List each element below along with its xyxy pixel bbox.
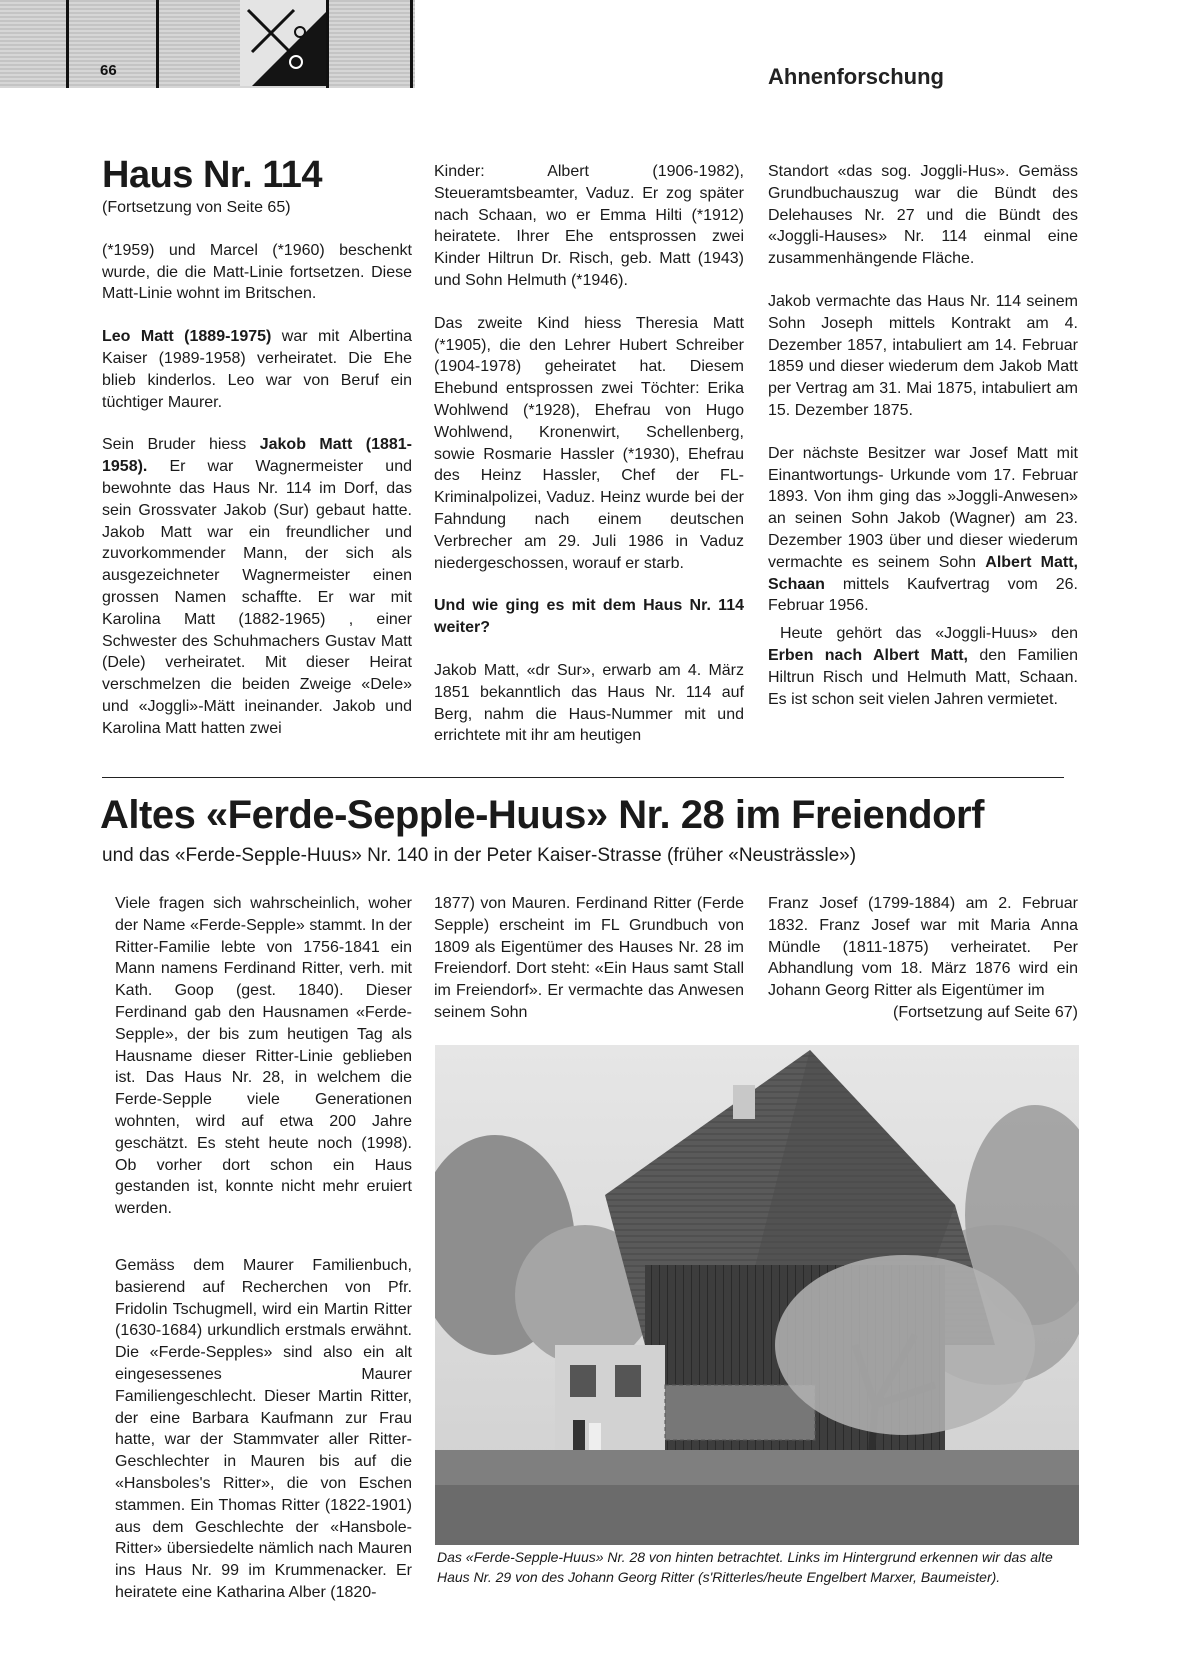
crossed-tools-emblem-icon <box>240 0 326 86</box>
section-divider <box>102 777 1064 778</box>
running-head: Ahnenforschung <box>768 64 944 89</box>
text-run: Der nächste Besitzer war Josef Matt mit Einantwortungs- Urkunde vom 17. Februar 1893. Von ihm ging das »Joggli-Anwesen» an seinen Sohn Jakob (Wagner) am 23. Dezember 1903 über und dieser wiederum vermachte es seinem Sohn <box>768 444 1078 571</box>
paragraph: 1877) von Mauren. Ferdinand Ritter (Ferde Sepple) erscheint im FL Grundbuch von 1809 als Eigentümer des Hauses Nr. 28 im Freiendorf. Dort steht: «Ein Haus samt Stall im Freiendorf». Er vermachte das Anwesen seinem Sohn <box>434 895 744 1021</box>
continued-note: (Fortsetzung auf Seite 67) <box>893 1003 1078 1021</box>
page-number: 66 <box>100 62 117 79</box>
bold-name: Erben nach Albert Matt, <box>768 646 968 664</box>
header-bar <box>66 0 69 88</box>
header-band <box>0 0 415 88</box>
article2-column-3 <box>768 893 1078 1024</box>
header-bar <box>156 0 159 88</box>
paragraph <box>768 623 1078 710</box>
article1-subheading: Und wie ging es mit dem Haus Nr. 114 weiter? <box>434 597 744 637</box>
house-photo <box>435 1045 1079 1545</box>
article1-title: Haus Nr. 114 <box>102 154 323 196</box>
paragraph: Jakob vermachte das Haus Nr. 114 seinem Sohn Joseph mittels Kontrakt am 4. Dezember 1857, intabuliert am 14. Februar 1859 und dieser wiederum dem Jakob Matt per Vertrag am 31. Mai 1875, intabuliert am 15. Dezember 1875. <box>768 292 1078 419</box>
header-bar <box>326 0 329 88</box>
text-run: Sein Bruder hiess <box>102 436 260 454</box>
text-run: den Familien Hiltrun Risch und Helmuth Matt, Schaan. Es ist schon seit vielen Jahren vermietet. <box>768 646 1079 708</box>
paragraph: (*1959) und Marcel (*1960) beschenkt wurde, die die Matt-Linie fortsetzen. Diese Matt-Linie wohnt im Britschen. <box>102 241 412 303</box>
bold-name: Jakob Matt (1881-1958). <box>102 436 412 476</box>
text-run: Heute gehört das «Joggli-Huus» den <box>780 625 1078 643</box>
header-bar <box>410 0 413 88</box>
paragraph <box>768 893 1078 1024</box>
article1-column-1 <box>102 153 412 761</box>
paragraph: Das zweite Kind hiess Theresia Matt (*1905), die den Lehrer Hubert Schreiber (1904-1978) geheiratet hat. Diesem Ehebund entsprossen zwei Töchter: Erika Wohlwend (*1928), Ehefrau von Hugo Wohlwend, Kronenwirt, Schellenberg, sowie Rosmarie Hassler (*1930), Ehefrau des Heinz Hassler, Chef der FL-Kriminalpolizei, Vaduz. Heinz wurde bei der Fahndung nach einem deutschen Verbrecher am 29. Juli 1986 in Vaduz niedergeschossen, worauf er starb. <box>434 314 744 572</box>
paragraph: Kinder: Albert (1906-1982), Steueramtsbeamter, Vaduz. Er zog später nach Schaan, wo er Emma Hilti (*1912) heiratete. Ihrer Ehe entsprossen zwei Kinder Hiltrun Dr. Risch, geb. Matt (1943) und Sohn Helmuth (*1946). <box>434 163 744 289</box>
article1-column-2 <box>434 161 744 768</box>
text-run: war mit Albertina Kaiser (1989-1958) verheiratet. Die Ehe blieb kinderlos. Leo war von Beruf ein tüchtiger Maurer. <box>102 328 413 411</box>
paragraph: Viele fragen sich wahrscheinlich, woher der Name «Ferde-Sepple» stammt. In der Ritter-Familie lebte von 1756-1841 ein Mann namens Ferdinand Ritter, verh. mit Kath. Goop (gest. 1840). Dieser Ferdinand gab den Hausnamen «Ferde-Sepple», der bis zum heutigen Tag als Hausname dieser Ritter-Linie geblieben ist. Das Haus Nr. 28, in welchem die Ferde-Sepple viele Generationen wohnten, wird auf etwa 200 Jahre geschätzt. Es steht heute noch (1998). Ob vorher dort schon ein Haus gestanden ist, konnte nicht mehr eruiert werden. <box>115 895 412 1218</box>
paragraph <box>102 326 412 413</box>
paragraph: Jakob Matt, «dr Sur», erwarb am 4. März 1851 bekanntlich das Haus Nr. 114 auf Berg, nahm die Haus-Nummer mit und errichtete mit ihr am heutigen <box>434 661 744 745</box>
bold-name: Albert Matt, Schaan <box>768 553 1078 593</box>
article1-subtitle: (Fortsetzung von Seite 65) <box>102 199 291 216</box>
text-run: Franz Josef (1799-1884) am 2. Februar 1832. Franz Josef war mit Maria Anna Mündle (1811-1875) verheiratet. Per Abhandlung vom 18. März 1876 wird ein Johann Georg Ritter als Eigentümer im <box>768 895 1078 1000</box>
paragraph <box>102 434 412 739</box>
article2-title: Altes «Ferde-Sepple-Huus» Nr. 28 im Freiendorf <box>100 793 984 837</box>
photo-caption: Das «Ferde-Sepple-Huus» Nr. 28 von hinten betrachtet. Links im Hintergrund erkennen wir das alte Haus Nr. 29 von des Johann Georg Ritter (s'Ritterles/heute Engelbert Marxer, Baumeister). <box>437 1549 1053 1585</box>
article1-column-3 <box>768 161 1078 731</box>
paragraph: Standort «das sog. Joggli-Hus». Gemäss Grundbuchauszug war die Bündt des Delehauses Nr. 27 und die Bündt des «Joggli-Hauses» Nr. 114 einmal eine zusammenhängende Fläche. <box>768 163 1078 268</box>
paragraph <box>768 443 1078 617</box>
text-run: mittels Kaufvertrag vom 26. Februar 1956. <box>768 575 1078 615</box>
text-run: Er war Wagnermeister und bewohnte das Haus Nr. 114 im Dorf, das sein Grossvater Jakob (Sur) gebaut hatte. Jakob Matt war ein freundlicher und zuvorkommender Mann, der sich als ausgezeichneter Wagnermeister einen grossen Namen schaffte. Er war mit Karolina Matt (1882-1965) , einer Schwester des Schuhmachers Gustav Matt (Dele) verheiratet. Mit dieser Heirat verschmelzen die beiden Zweige «Dele» und «Joggli»-Mätt ineinander. Jakob und Karolina Matt hatten zwei <box>102 458 412 737</box>
bold-name: Leo Matt (1889-1975) <box>102 328 272 346</box>
article2-column-2 <box>434 893 744 1045</box>
house-photo-drawing <box>435 1045 1079 1545</box>
article2-subtitle: und das «Ferde-Sepple-Huus» Nr. 140 in der Peter Kaiser-Strasse (früher «Neusträssle») <box>102 845 857 866</box>
article2-column-1 <box>115 893 412 1625</box>
paragraph: Gemäss dem Maurer Familienbuch, basierend auf Recherchen von Pfr. Fridolin Tschugmell, wird ein Martin Ritter (1630-1684) urkundlich erstmals erwähnt. Die «Ferde-Sepples» sind also ein alt eingesessenes Maurer Familiengeschlecht. Dieser Martin Ritter, der eine Barbara Kaufmann zur Frau hatte, war der Stammvater aller Ritter- Geschlechter in Mauren bis auf die «Hansboles's Ritter», die von Eschen stammen. Ein Thomas Ritter (1822-1901) aus dem Geschlechte der «Hansbole-Ritter» übersiedelte nämlich nach Mauren ins Haus Nr. 99 im Krummenacker. Er heiratete eine Katharina Alber (1820- <box>115 1256 412 1601</box>
